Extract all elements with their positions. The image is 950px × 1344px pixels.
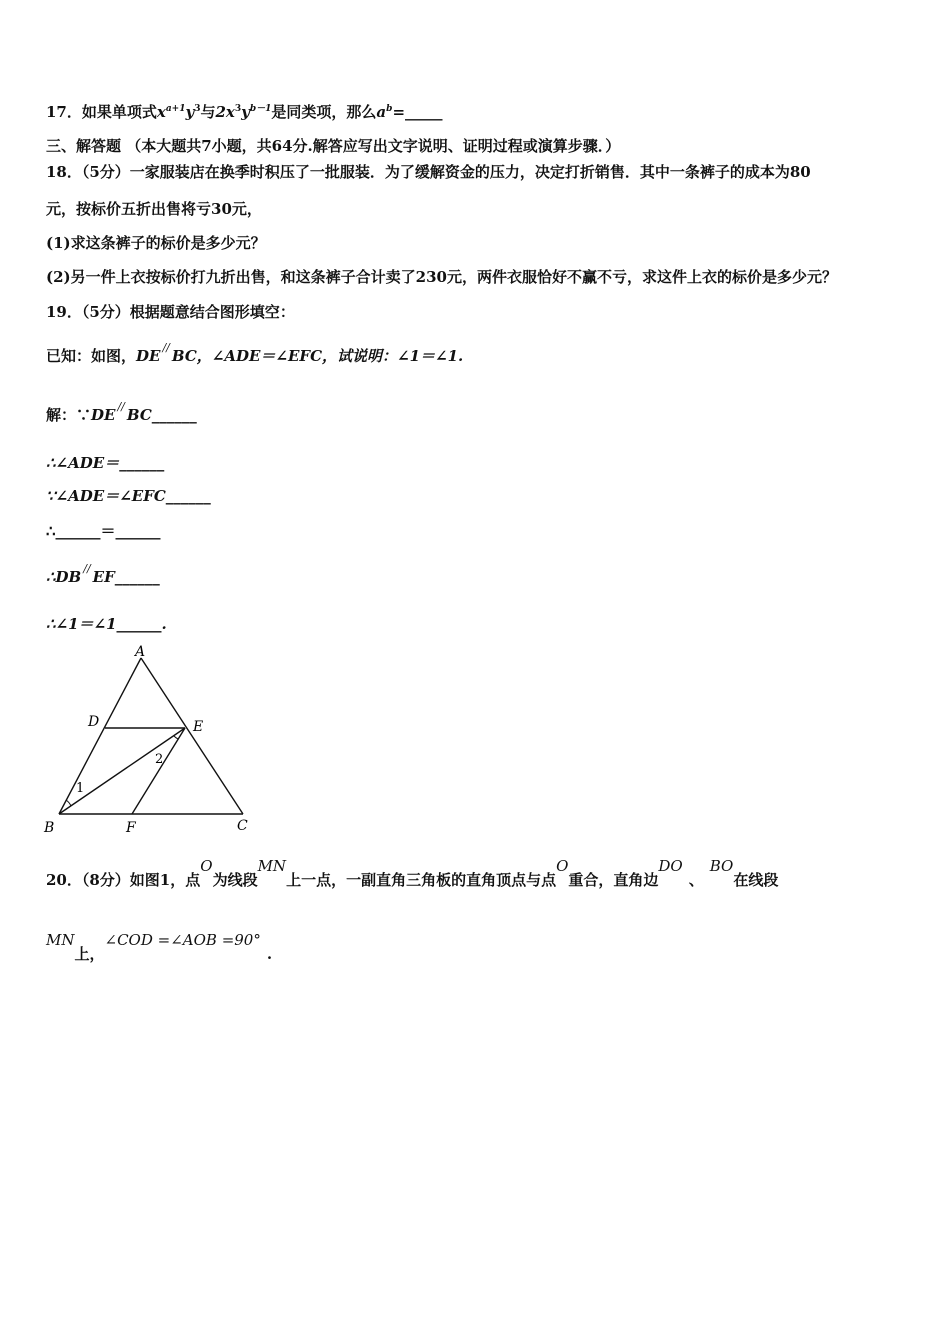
q19-given-tail: BC，∠ADE＝∠EFC，试说明：∠1＝∠1. xyxy=(171,347,464,365)
q19-step4-pre: ∴DB xyxy=(46,568,82,586)
q17-2x: 2x xyxy=(215,103,235,121)
question-20-line1 xyxy=(46,857,779,890)
q17-a: a xyxy=(376,103,387,121)
q19-step3: ∴______＝______ xyxy=(46,522,161,540)
q19-step5: ∴∠1＝∠1______. xyxy=(46,615,167,633)
label-a: A xyxy=(135,644,146,660)
label-b: B xyxy=(44,820,55,836)
label-angle-2: 2 xyxy=(155,752,164,767)
q17-join: 与 xyxy=(200,103,216,121)
q17-exp-a1: a+1 xyxy=(165,104,186,114)
q19-step4-post: EF______ xyxy=(92,568,160,586)
q20-o1: O xyxy=(200,857,213,875)
q17-exp-x3: 3 xyxy=(234,104,242,114)
q20-t5: 上， xyxy=(74,945,105,963)
segment-be xyxy=(59,728,185,814)
question-17 xyxy=(46,102,443,125)
label-angle-1: 1 xyxy=(76,781,85,796)
segment-ef xyxy=(132,728,185,814)
q19-sol-bc: BC______ xyxy=(126,406,197,424)
q18-line2: 元，按标价五折出售将亏30元， xyxy=(46,200,262,218)
q20-do: DO xyxy=(658,857,683,875)
q19-given xyxy=(46,341,464,368)
q20-formula: ∠COD =∠AOB =90° xyxy=(104,931,261,949)
q20-o2: O xyxy=(556,857,569,875)
q17-mid: 是同类项，那么 xyxy=(271,103,377,121)
q19-sol-pre: 解：∵ xyxy=(46,406,92,424)
q17-tail: =_____ xyxy=(392,103,443,121)
q20-mn2: MN xyxy=(46,931,75,949)
q20-t3: 重合，直角边 xyxy=(568,871,659,889)
q20-bo: BO xyxy=(709,857,734,875)
label-f: F xyxy=(126,820,136,836)
question-20-line2 xyxy=(46,931,273,964)
q20-mn1: MN xyxy=(257,857,287,875)
angle-2-arc xyxy=(174,736,178,739)
q19-step2: ∵∠ADE＝∠EFC______ xyxy=(46,487,211,505)
q17-exp-b: b xyxy=(386,104,393,114)
section-3-heading: 三、解答题 （本大题共7小题，共64分.解答应写出文字说明、证明过程或演算步骤．） xyxy=(46,137,621,155)
q18-line1: 18．（5分）一家服装店在换季时积压了一批服装．为了缓解资金的压力，决定打折销售．其中一条裤子的成本为80 xyxy=(46,163,811,181)
q20-pre: 20．（8分）如图1，点 xyxy=(46,871,201,889)
q17-exp-3: 3 xyxy=(194,104,201,114)
q19-title: 19．（5分）根据题意结合图形填空： xyxy=(46,303,295,321)
segment-ac xyxy=(141,658,243,814)
triangle-figure xyxy=(38,640,278,840)
parallel-symbol-2: // xyxy=(117,400,125,413)
q17-x: x xyxy=(156,103,166,121)
segment-ab xyxy=(59,658,141,814)
q19-given-pre: 已知：如图， xyxy=(46,347,137,365)
parallel-symbol-3: // xyxy=(83,562,91,575)
q19-step1: ∴∠ADE＝______ xyxy=(46,454,165,472)
q20-t1: 为线段 xyxy=(212,871,258,889)
q20-t4: 在线段 xyxy=(733,871,779,889)
q17-y2: y xyxy=(241,103,250,121)
q17-y: y xyxy=(185,103,195,121)
q17-prefix: 17．如果单项式 xyxy=(46,103,157,121)
q18-part1: (1)求这条裤子的标价是多少元？ xyxy=(46,234,266,252)
angle-1-arc xyxy=(66,800,71,806)
q20-end: . xyxy=(266,945,273,963)
q20-sep: 、 xyxy=(688,871,704,889)
q19-solution-line xyxy=(46,400,197,427)
q20-t2: 上一点，一副直角三角板的直角顶点与点 xyxy=(286,871,557,889)
parallel-symbol: // xyxy=(162,341,170,354)
q19-step4 xyxy=(46,562,160,589)
label-d: D xyxy=(88,714,100,730)
q19-sol-de: DE xyxy=(91,406,116,424)
q18-part2: (2)另一件上衣按标价打九折出售，和这条裤子合计卖了230元，两件衣服恰好不赢不亏，求这件上衣的标价是多少元？ xyxy=(46,268,837,286)
label-c: C xyxy=(237,818,248,834)
label-e: E xyxy=(193,719,204,735)
q19-de: DE xyxy=(136,347,161,365)
q17-exp-b1: b－1 xyxy=(249,104,272,114)
